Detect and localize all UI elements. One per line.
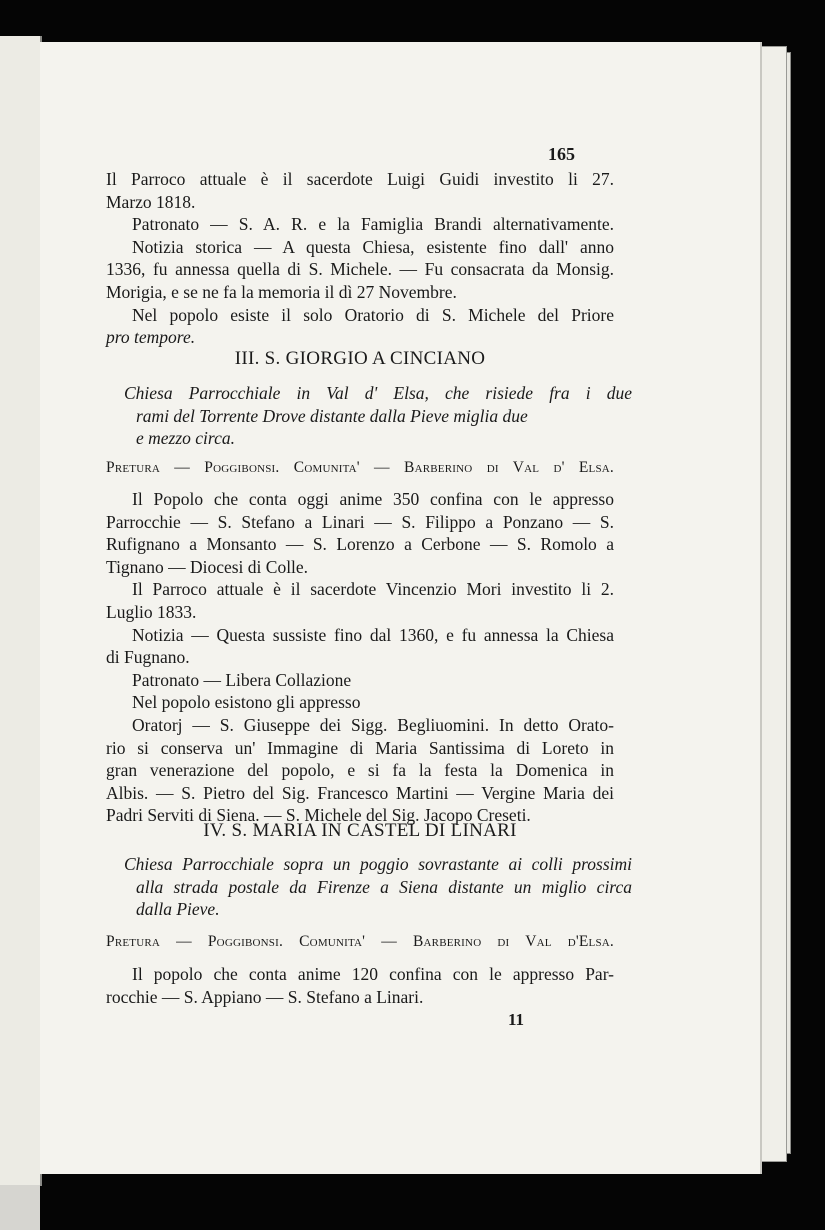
text-line: Patronato — Libera Collazione: [132, 669, 352, 690]
text-line: Notizia storica — A questa Chiesa, esistente fino dall' anno: [132, 236, 614, 257]
left-page-edge: [0, 36, 42, 1186]
text-line: Padri Serviti di Siena. — S. Michele del Sig. Jacopo Creseti.: [106, 805, 531, 826]
text-line: Notizia — Questa sussiste fino dal 1360, e fu annessa la Chiesa: [132, 624, 614, 645]
left-page-bottom: [0, 1185, 40, 1230]
text-line: Patronato — S. A. R. e la Famiglia Brandi alternativamente.: [132, 214, 614, 235]
text-line: e mezzo circa.: [136, 428, 235, 449]
text-line: Il popolo che conta anime 120 confina con le appresso Par-: [132, 964, 614, 984]
text-line: Tignano — Diocesi di Colle.: [106, 556, 309, 577]
text-line: Il Parroco attuale è il sacerdote Luigi Guidi investito li 27.: [106, 169, 614, 189]
text-line: rocchie — S. Appiano — S. Stefano a Linari.: [106, 986, 424, 1007]
text-line: Chiesa Parrocchiale sopra un poggio sovrastante ai colli prossimi: [124, 854, 632, 874]
text-block-3: [106, 488, 614, 827]
pretura-line-3: Pretura — Poggibonsi. Comunita' — Barberino di Val d' Elsa.: [106, 459, 614, 476]
pretura-line-4: Pretura — Poggibonsi. Comunita' — Barberino di Val d'Elsa.: [106, 933, 614, 950]
text-line: Parrocchie — S. Stefano a Linari — S. Filippo a Ponzano — S.: [106, 511, 614, 532]
section-description-4: [106, 853, 632, 921]
text-line: Nel popolo esistono gli appresso: [132, 692, 361, 713]
signature-mark: 11: [508, 1010, 525, 1029]
text-line: Il Popolo che conta oggi anime 350 confina con le appresso: [132, 489, 614, 509]
text-line: 1336, fu annessa quella di S. Michele. — Fu consacrata da Monsig.: [106, 259, 614, 280]
text-line: Morigia, e se ne fa la memoria il dì 27 Novembre.: [106, 281, 457, 302]
section-heading-3: III. S. GIORGIO A CINCIANO: [234, 348, 486, 369]
text-line: Albis. — S. Pietro del Sig. Francesco Martini — Vergine Maria dei: [106, 782, 614, 803]
text-line: rio si conserva un' Immagine di Maria Santissima di Loreto in: [106, 737, 614, 758]
text-line: Chiesa Parrocchiale in Val d' Elsa, che risiede fra i due: [124, 383, 632, 403]
text-line: Luglio 1833.: [106, 601, 197, 622]
text-line: Marzo 1818.: [106, 191, 196, 212]
text-line: Oratorj — S. Giuseppe dei Sigg. Begliuomini. In detto Orato-: [132, 714, 614, 735]
section-heading-4: IV. S. MARIA IN CASTEL DI LINARI: [203, 820, 517, 841]
page-number: 165: [548, 144, 575, 164]
text-line: gran venerazione del popolo, e si fa la festa la Domenica in: [106, 760, 614, 781]
text-line: rami del Torrente Drove distante dalla Pieve miglia due: [136, 405, 528, 426]
text-line: dalla Pieve.: [136, 899, 220, 920]
text-line: pro tempore.: [106, 327, 196, 348]
section-description-3: [106, 382, 632, 450]
text-line: di Fugnano.: [106, 647, 190, 668]
text-line: alla strada postale da Firenze a Siena distante un miglio circa: [136, 876, 632, 897]
text-line: Rufignano a Monsanto — S. Lorenzo a Cerbone — S. Romolo a: [106, 534, 614, 555]
text-line: Nel popolo esiste il solo Oratorio di S. Michele del Priore: [132, 304, 614, 325]
text-block-4: [106, 963, 614, 1008]
text-block-1: [106, 168, 614, 349]
text-line: Il Parroco attuale è il sacerdote Vincenzio Mori investito li 2.: [132, 579, 614, 600]
